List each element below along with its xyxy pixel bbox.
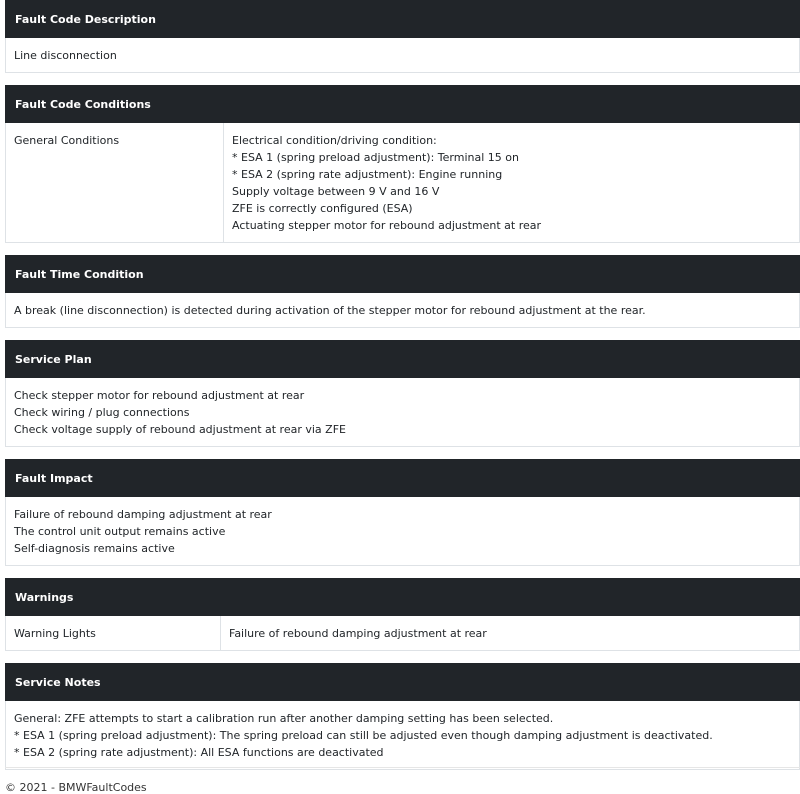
fault-impact-item: Self-diagnosis remains active — [14, 542, 175, 555]
service-plan-item: Check voltage supply of rebound adjustment at rear via ZFE — [14, 423, 346, 436]
warning-lights-label: Warning Lights — [6, 616, 221, 651]
warnings-heading: Warnings — [6, 579, 800, 616]
service-plan-item: Check stepper motor for rebound adjustment at rear — [14, 389, 305, 402]
fault-impact-table — [5, 459, 800, 566]
service-note-item: * ESA 2 (spring rate adjustment): All ESA functions are deactivated — [14, 746, 384, 759]
condition-line: Supply voltage between 9 V and 16 V — [232, 185, 440, 198]
fault-impact-item: The control unit output remains active — [14, 525, 226, 538]
condition-line: Electrical condition/driving condition: — [232, 134, 437, 147]
fault-time-condition-text: A break (line disconnection) is detected during activation of the stepper motor for rebound adjustment at the rear. — [6, 293, 800, 328]
condition-line: * ESA 2 (spring rate adjustment): Engine running — [232, 168, 503, 181]
service-notes-table — [5, 663, 800, 770]
service-plan-heading: Service Plan — [6, 341, 800, 378]
fault-description-table — [5, 0, 800, 73]
fault-time-condition-heading: Fault Time Condition — [6, 256, 800, 293]
condition-line: * ESA 1 (spring preload adjustment): Terminal 15 on — [232, 151, 519, 164]
warning-lights-value: Failure of rebound damping adjustment at rear — [221, 616, 800, 651]
general-conditions-value — [224, 123, 800, 243]
general-conditions-label: General Conditions — [6, 123, 224, 243]
warnings-table — [5, 578, 800, 651]
condition-line: Actuating stepper motor for rebound adjustment at rear — [232, 219, 542, 232]
fault-conditions-heading: Fault Code Conditions — [6, 86, 800, 123]
fault-code-content — [5, 0, 800, 770]
footer-divider — [5, 767, 800, 768]
fault-impact-body — [6, 497, 800, 566]
fault-impact-heading: Fault Impact — [6, 460, 800, 497]
service-note-item: * ESA 1 (spring preload adjustment): The spring preload can still be adjusted even though damping adjustment is deactivated. — [14, 729, 713, 742]
service-note-item: General: ZFE attempts to start a calibration run after another damping setting has been selected. — [14, 712, 554, 725]
service-plan-item: Check wiring / plug connections — [14, 406, 190, 419]
service-notes-heading: Service Notes — [6, 664, 800, 701]
fault-description-text: Line disconnection — [6, 38, 800, 73]
service-plan-body — [6, 378, 800, 447]
fault-impact-item: Failure of rebound damping adjustment at rear — [14, 508, 272, 521]
fault-time-condition-table — [5, 255, 800, 328]
service-plan-table — [5, 340, 800, 447]
fault-conditions-table — [5, 85, 800, 243]
condition-line: ZFE is correctly configured (ESA) — [232, 202, 413, 215]
fault-description-heading: Fault Code Description — [6, 1, 800, 38]
service-notes-body — [6, 701, 800, 770]
footer-copyright: © 2021 - BMWFaultCodes — [5, 781, 147, 794]
